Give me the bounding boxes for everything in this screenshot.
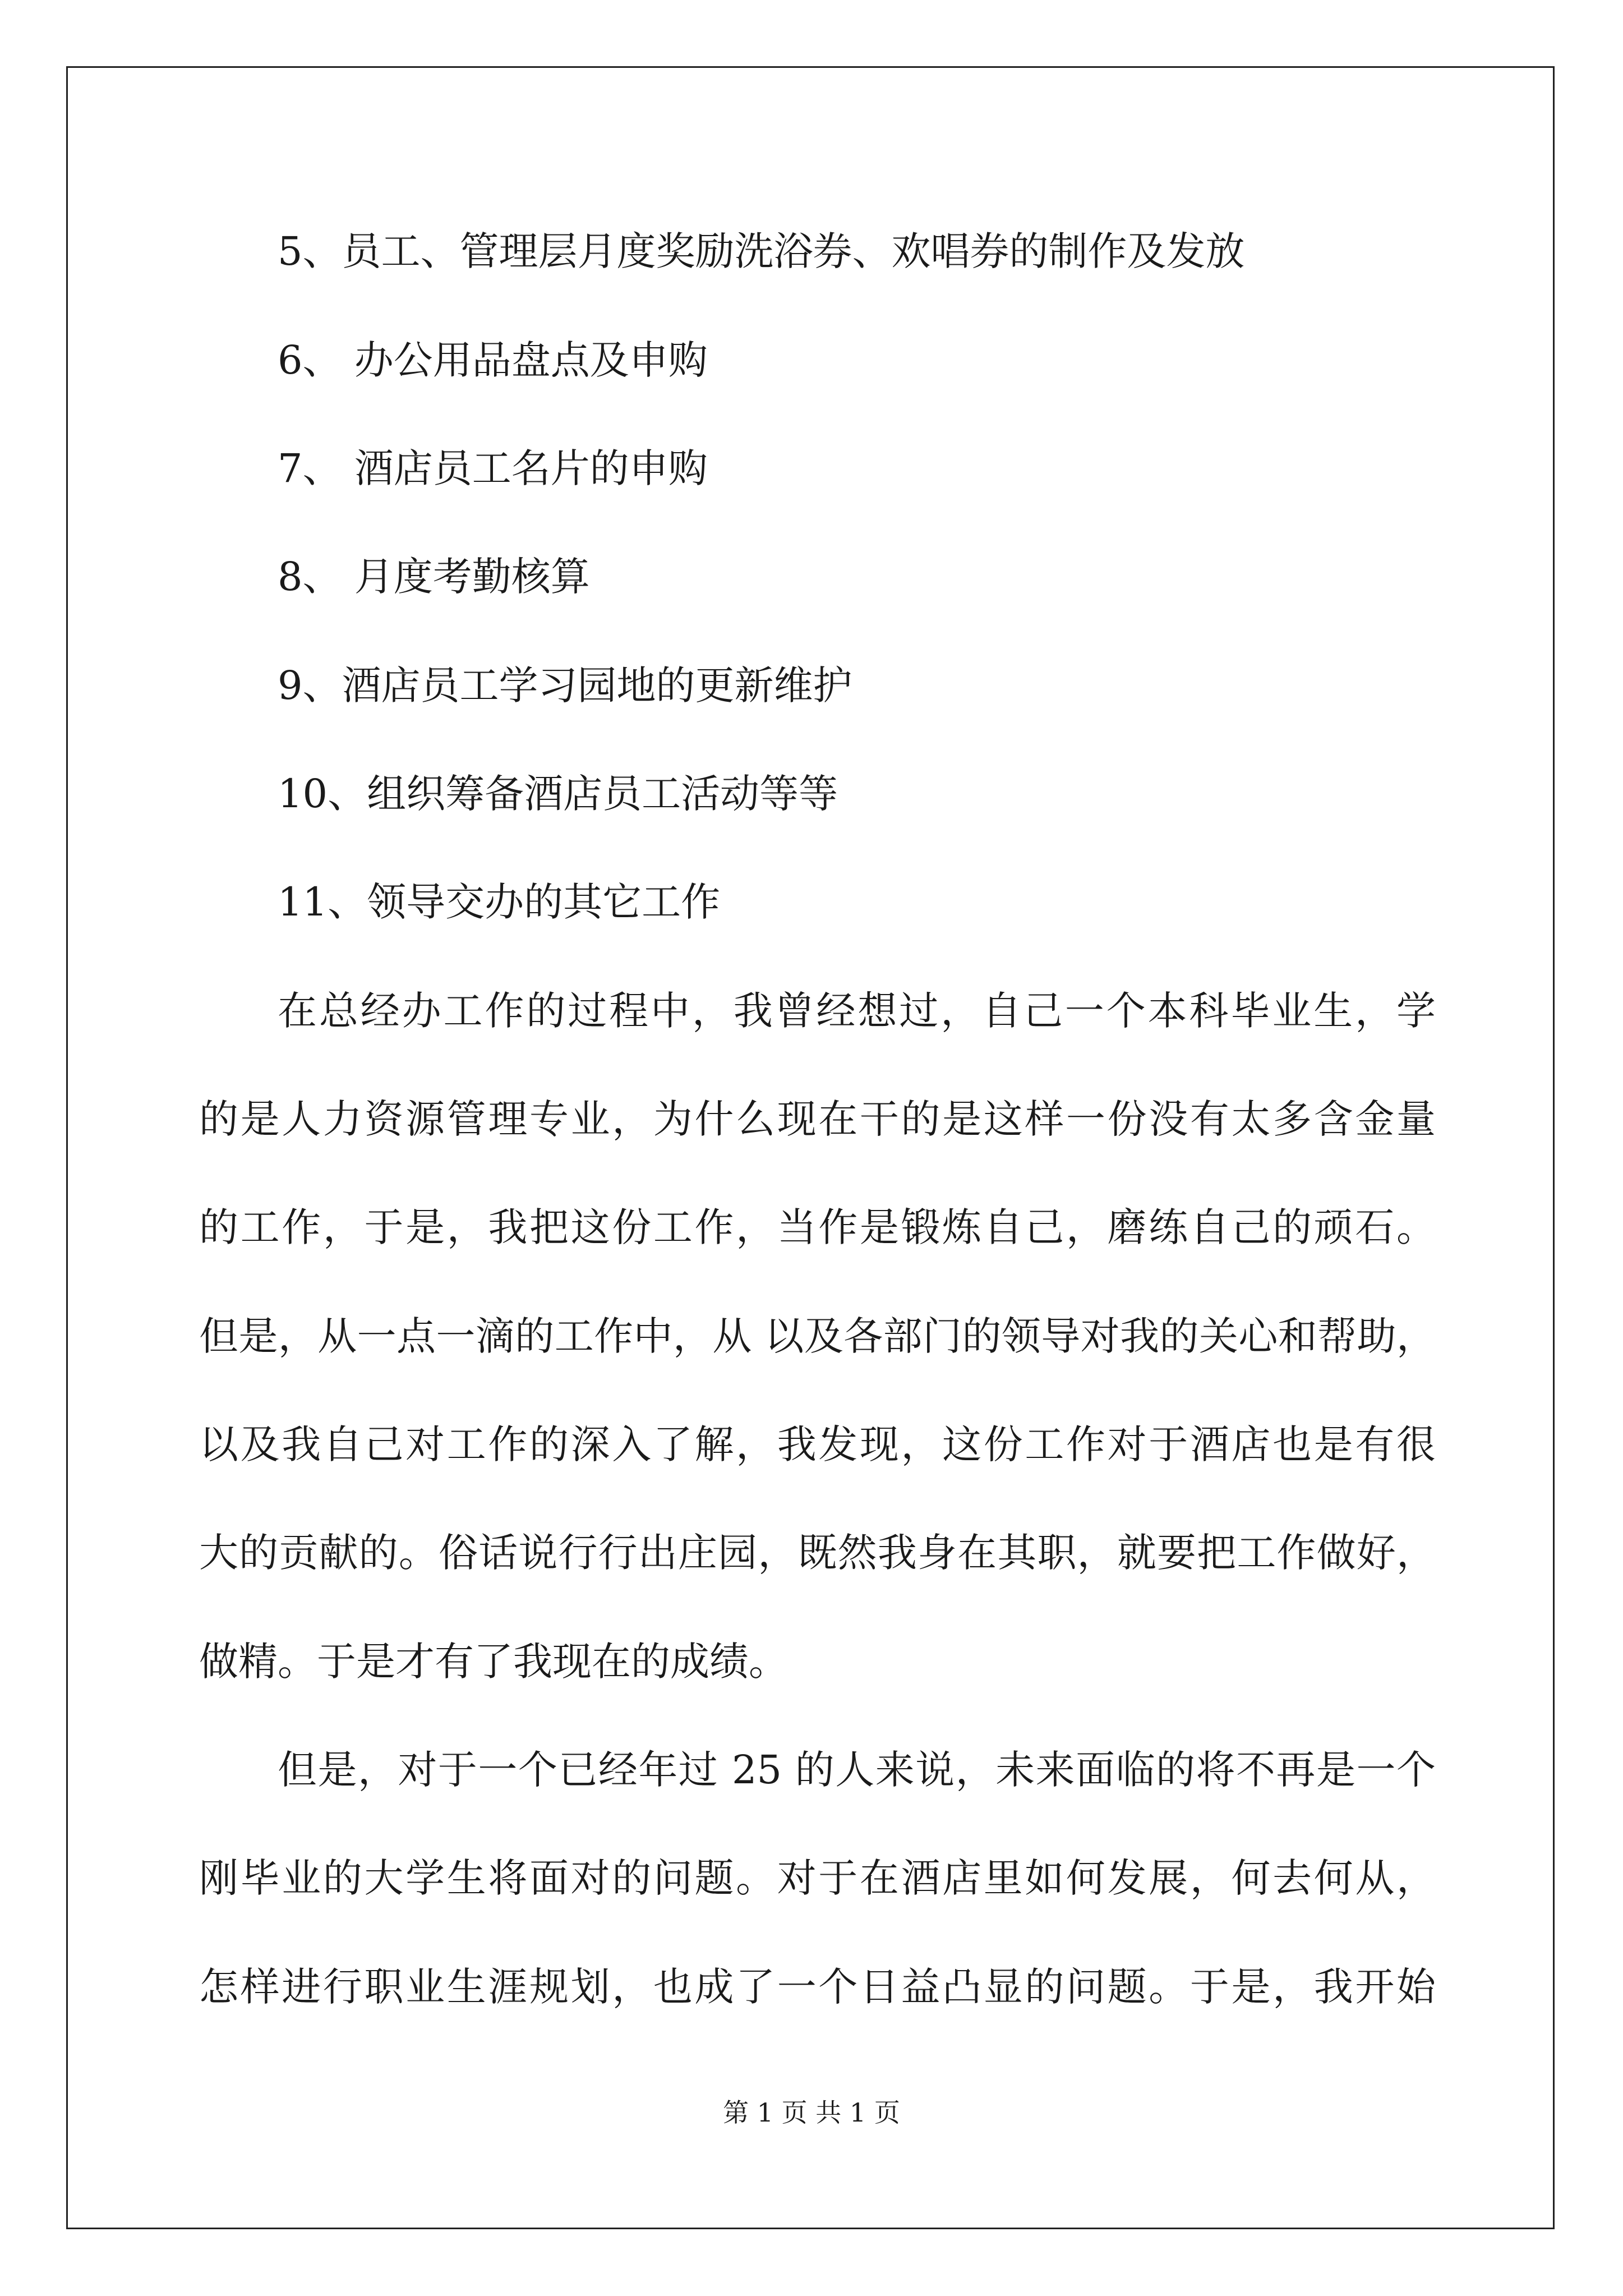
paragraph-line: 但是，从一点一滴的工作中，从 以及各部门的领导对我的关心和帮助， [199, 1313, 1436, 1359]
paragraph-line: 大的贡献的。俗话说行行出庄园，既然我身在其职，就要把工作做好， [199, 1530, 1436, 1576]
paragraph-line: 怎样进行职业生涯规划，也成了一个日益凸显的问题。于是，我开始 [199, 1964, 1436, 2010]
list-item: 8、 月度考勤核算 [278, 554, 590, 600]
paragraph-line: 的工作，于是，我把这份工作，当作是锻炼自己，磨练自己的顽石。 [199, 1204, 1436, 1250]
list-item: 9、酒店员工学习园地的更新维护 [278, 662, 852, 708]
paragraph-line: 在总经办工作的过程中，我曾经想过，自己一个本科毕业生，学 [278, 988, 1436, 1034]
page-number: 第 1 页 共 1 页 [723, 2097, 900, 2128]
paragraph-line: 但是，对于一个已经年过 25 的人来说，未来面临的将不再是一个 [278, 1747, 1436, 1793]
paragraph-line: 以及我自己对工作的深入了解，我发现，这份工作对于酒店也是有很 [199, 1421, 1436, 1467]
paragraph-line: 的是人力资源管理专业，为什么现在干的是这样一份没有太多含金量 [199, 1096, 1436, 1142]
paragraph-line: 做精。于是才有了我现在的成绩。 [199, 1639, 788, 1685]
list-item: 6、 办公用品盘点及申购 [278, 337, 708, 383]
paragraph-line: 刚毕业的大学生将面对的问题。对于在酒店里如何发展，何去何从， [199, 1855, 1436, 1901]
list-item: 11、领导交办的其它工作 [278, 879, 721, 925]
list-item: 5、员工、管理层月度奖励洗浴券、欢唱券的制作及发放 [278, 228, 1245, 274]
list-item: 7、 酒店员工名片的申购 [278, 445, 708, 491]
list-item: 10、组织筹备酒店员工活动等等 [278, 771, 838, 817]
page-frame [66, 66, 1555, 2229]
